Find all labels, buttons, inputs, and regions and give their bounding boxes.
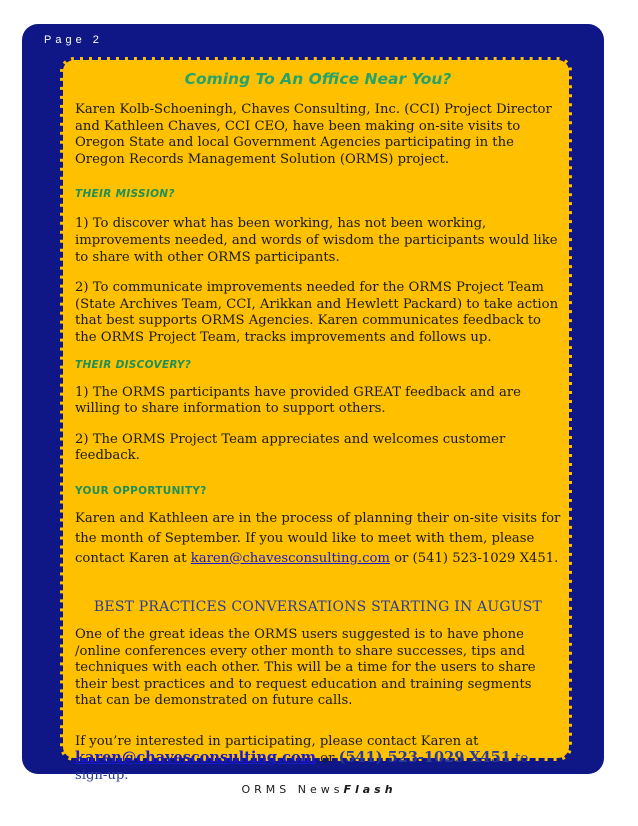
page-number: Page 2 (44, 34, 103, 46)
footer-prefix: ORMS News (241, 783, 344, 796)
contact-email-link[interactable]: karen@chavesconsulting.com (75, 749, 316, 767)
contact-or: or (315, 751, 339, 767)
opportunity-phone: or (541) 523-1029 X451. (389, 550, 559, 566)
opportunity-heading: YOUR OPPORTUNITY? (75, 484, 207, 497)
article-title: Coming To An Office Near You? (184, 70, 452, 88)
content-panel (60, 57, 572, 784)
mission-item-1: 1) To discover what has been working, has not been working, improvements needed, and words of wisdom the participants would like to share with other ORMS participants. (75, 216, 558, 265)
discovery-item-1: 1) The ORMS participants have provided GREAT feedback and are willing to share information to support others. (75, 384, 521, 417)
opportunity-text: Karen and Kathleen are in the process of planning their on-site visits for the month of September. If you would like to meet with them, please contact Karen at (75, 510, 561, 566)
best-practices-body: One of the great ideas the ORMS users suggested is to have phone /online conferences every other month to share successes, tips and techniques with each other. This will be a time for the users to share their best practices and to request education and training segments that can be demonstrated on future calls. (75, 626, 536, 709)
contact-phone: (541) 523-1029 X451 (338, 749, 511, 767)
contact-paragraph (75, 734, 561, 785)
opportunity-email-link[interactable]: karen@chavesconsulting.com (190, 550, 390, 566)
mission-item-2: 2) To communicate improvements needed for the ORMS Project Team (State Archives Team, CCI, Arikkan and Hewlett Packard) to take action that best supports ORMS Agencies. Karen communicates feedback to the ORMS Project Team, tracks improvements and follows up. (75, 280, 559, 345)
newsletter-footer (0, 783, 638, 796)
contact-intro: If you’re interested in participating, please contact Karen at (75, 733, 479, 749)
opportunity-paragraph (75, 509, 561, 569)
footer-suffix: Flash (343, 783, 397, 796)
contact-end: to sign-up. (75, 751, 529, 784)
intro-paragraph: Karen Kolb-Schoeningh, Chaves Consulting, Inc. (CCI) Project Director and Kathleen Chaves, CCI CEO, have been making on-site visits to Oregon State and local Government Agencies participating in the Oregon Records Management Solution (ORMS) project. (75, 102, 552, 167)
discovery-item-2: 2) The ORMS Project Team appreciates and welcomes customer feedback. (75, 431, 506, 464)
discovery-heading: THEIR DISCOVERY? (75, 358, 192, 371)
mission-heading: THEIR MISSION? (75, 188, 175, 201)
best-practices-heading: BEST PRACTICES CONVERSATIONS STARTING IN AUGUST (93, 598, 543, 615)
